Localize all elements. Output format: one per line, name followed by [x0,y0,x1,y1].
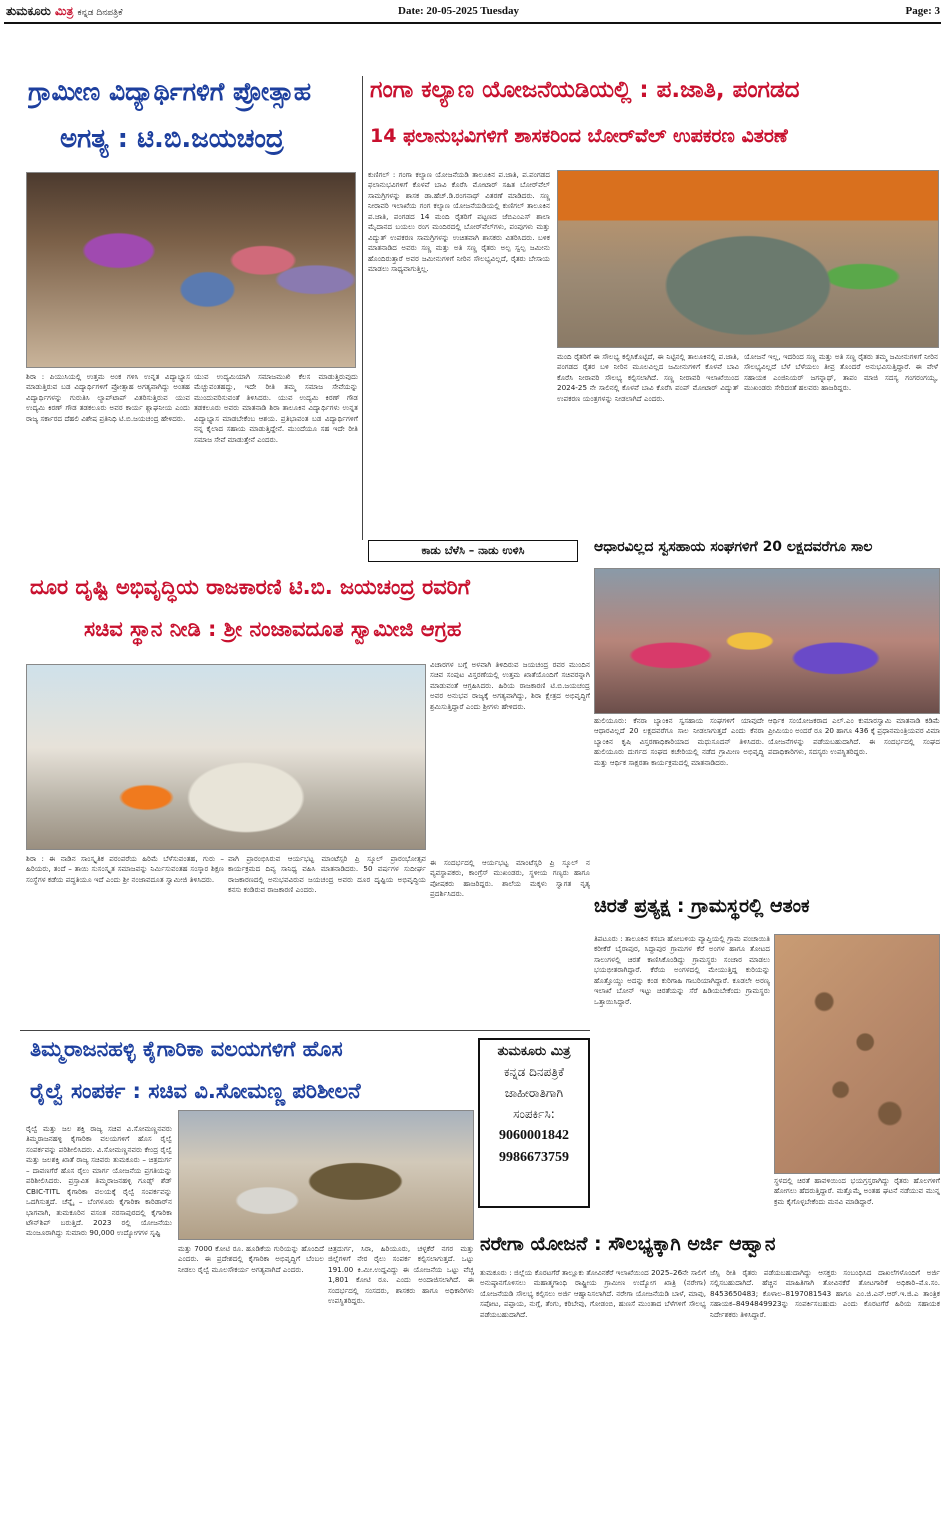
story1-caption: ಶಿರಾ : ಪಿಯುಸಿಯಲ್ಲಿ ಉತ್ತಮ ಅಂಕ ಗಳಿಸಿ ಉನ್ನತ ವಿದ್ಯಾಭ್ಯಾಸ ಮಾಡುತ್ತಿರುವ ಬಡ ವಿದ್ಯಾರ್ಥಿಗಳಿಗೆ ಪ್ರೋತ್ಸಾಹ ಅಗತ್ಯವಾಗಿದ್ದು ಅಂತಹ ವಿದ್ಯಾರ್ಥಿಗಳನ್ನು ಗುರುತಿಸಿ ಲ್ಯಾಪ್‌ಟಾಪ್ ವಿತರಿಸುತ್ತಿರುವ ಯುವ ಉದ್ಯಮಿ ಕಿರಣ್ ಗೌಡ ತಡಕಲೂರು ಅವರ ಕಾರ್ಯ ಶ್ಲಾಘನೀಯ ಎಂದು ರಾಜ್ಯ ಸರ್ಕಾರದ ದೆಹಲಿ ವಿಶೇಷ ಪ್ರತಿನಿಧಿ ಟಿ.ಬಿ.ಜಯಚಂದ್ರ ಹೇಳಿದರು. [26,372,190,423]
masthead-name-part1: ತುಮಕೂರು [6,4,51,18]
story7-headline: ನರೇಗಾ ಯೋಜನೆ : ಸೌಲಭ್ಯಕ್ಕಾಗಿ ಅರ್ಜಿ ಆಹ್ವಾನ [480,1234,776,1255]
story2-photo [557,170,939,348]
page-number: Page: 3 [905,5,940,17]
story2-col1: ಕುಣಿಗಲ್ : ಗಂಗಾ ಕಲ್ಯಾಣ ಯೋಜನೆಯಡಿ ತಾಲೂಕಿನ ಪ.ಜಾತಿ, ಪ.ಪಂಗಡದ ಫಲಾನುಭವಿಗಳಿಗೆ ಕೊಳವೆ ಬಾವಿ ಕೊರೆಸಿ ಮೋಟಾರ್ ಸಹಿತ ಬೋರ್‌ವೆಲ್ ಸಾಮಗ್ರಿಗಳನ್ನು ಶಾಸಕ ಡಾ.ಹೆಚ್.ಡಿ.ರಂಗನಾಥ್ ವಿತರಣೆ ಮಾಡಿದರು. ಸಣ್ಣ ನೀರಾವರಿ ಇಲಾಖೆಯ ಗಂಗ ಕಲ್ಯಾಣ ಯೋಜನೆಯಡಿಯಲ್ಲಿ ಕುಣಿಗಲ್ ತಾಲೂಕಿನ ಪ.ಜಾತಿ, ಪಂಗಡದ 14 ಮಂದಿ ರೈತರಿಗೆ ಪಟ್ಟಣದ ಜೆಬಿಎಂಎಸ್ ಶಾಲಾ ಮೈದಾನದ ಬಯಲು ರಂಗ ಮಂದಿರದಲ್ಲಿ ಬೋರ್‌ವೆಲ್‌ಗಳು, ಪಂಪುಗಳು ಮತ್ತು ವಿದ್ಯುತ್ ಉಪಕರಣ ಸಾಮಗ್ರಿಗಳನ್ನು ಉಚಿತವಾಗಿ ಶಾಸಕರು ವಿತರಿಸಿದರು. ಬಳಿಕ ಮಾತನಾಡಿದ ಅವರು ಸಣ್ಣ ಮತ್ತು ಅತಿ ಸಣ್ಣ ರೈತರು ಅಲ್ಪ ಸ್ವಲ್ಪ ಜಮೀನು ಹೊಂದಿರುತ್ತಾರೆ ಅವರ ಜಮೀನುಗಳಿಗೆ ನೀರಿನ ಸೌಲಭ್ಯವಿಲ್ಲದೆ, ರೈತರು ಬೇಸಾಯ ಮಾಡಲು ಸಾಧ್ಯವಾಗುತ್ತಿಲ್ಲ. [368,170,550,273]
story3-headline-line2: ಸಚಿವ ಸ್ಥಾನ ನೀಡಿ : ಶ್ರೀ ನಂಜಾವದೂತ ಸ್ವಾಮೀಜಿ ಆಗ್ರಹ [84,618,462,641]
story2-col3: ಯೋಜನೆ ಇಲ್ಲ, ಇದರಿಂದ ಸಣ್ಣ ಮತ್ತು ಅತಿ ಸಣ್ಣ ರೈತರು ತಮ್ಮ ಜಮೀನುಗಳಿಗೆ ನೀರಿನ ಸೌಲಭ್ಯವಿಲ್ಲದೆ ಬೆಳೆ ಬೆಳೆಯಲು ತೀವ್ರ ತೊಂದರೆ ಅನುಭವಿಸುತ್ತಿದ್ದಾರೆ. ಈ ವೇಳೆ ಸಹಾಯಕ ಎಂಜಿನಿಯರ್ ಜಗನ್ನಾಥ್, ತಾಪಂ ಮಾಜಿ ಸದಸ್ಯ ಗಂಗರಂಗಯ್ಯ, ಮುಖಂಡರು ಸೇರಿದಂತೆ ಹಲವರು ಹಾಜರಿದ್ದರು. [744,352,938,393]
story4-photo [594,568,940,714]
story1-headline-line1: ಗ್ರಾಮೀಣ ವಿದ್ಯಾರ್ಥಿಗಳಿಗೆ ಪ್ರೋತ್ಸಾಹ [28,78,312,106]
story3-caption: ಶಿರಾ : ಈ ನಾಡಿನ ಸಾಂಸ್ಕೃತಿಕ ಪರಂಪರೆಯ ಹಿರಿಮೆ ಬೆಳೆಸುವಂತಹ, ಗುರು – ಹಿರಿಯರು, ತಂದೆ – ತಾಯಿ ಸುಸಂಸ್ಕೃತ ಸಮಾಜವನ್ನು ನಿರ್ಮಿಸುವಂತಹ ಸಂಸ್ಕಾರ ಶಿಕ್ಷಣ ಸಂಸ್ಥೆಗಳ ಕಡೆಯ ಪದ್ಧತಿಯೂ ಇದೆ ಎಂದು ಶ್ರೀ ನಂಜಾವದೂತ ಸ್ವಾಮೀಜಿ ತಿಳಿಸಿದರು. [26,854,224,884]
story1-col2: ಯುವ ಉದ್ಯಮಿಯಾಗಿ ಸಮಾಜಮುಖಿ ಕೆಲಸ ಮಾಡುತ್ತಿರುವುದು ಮೆಚ್ಚುವಂತಹದ್ದು, ಇದೇ ರೀತಿ ತಮ್ಮ ಸಮಾಜ ಸೇವೆಯನ್ನು ಮುಂದುವರಿಸುವಂತೆ ತಿಳಿಸಿದರು. ಯುವ ಉದ್ಯಮಿ ಕಿರಣ್ ಗೌಡ ತಡಕಲೂರು ಅವರು ಮಾತನಾಡಿ ಶಿರಾ ತಾಲೂಕಿನ ವಿದ್ಯಾರ್ಥಿಗಳು ಉನ್ನತ ವಿದ್ಯಾಭ್ಯಾಸ ಮಾಡಬೇಕೆಂಬ ಆಶಯ. ಪ್ರತಿಭಾವಂತ ಬಡ ವಿದ್ಯಾರ್ಥಿಗಳಿಗೆ ನನ್ನ ಕೈಲಾದ ಸಹಾಯ ಮಾಡುತ್ತಿದ್ದೇನೆ. ಮುಂದೆಯೂ ಸಹ ಇದೇ ರೀತಿ ಸಮಾಜ ಸೇವೆ ಮಾಡುತ್ತೇನೆ ಎಂದರು. [194,372,358,444]
story3-col-right2: ಈ ಸಂದರ್ಭದಲ್ಲಿ ಆರ್ಯಭಟ್ಟ ಮಾಂಟೆಸ್ಸರಿ ಪ್ರಿ ಸ್ಕೂಲ್ ನ ವ್ಯವಸ್ಥಾಪಕರು, ಕಾಂಗ್ರೆಸ್ ಮುಖಂಡರು, ಸ್ಥಳೀಯ ಗಣ್ಯರು ಹಾಗೂ ಪೋಷಕರು ಹಾಜರಿದ್ದರು. ಶಾಲೆಯ ಮಕ್ಕಳು ಸ್ವಾಗತ ನೃತ್ಯ ಪ್ರದರ್ಶಿಸಿದರು. [430,858,590,899]
column-divider [362,76,363,540]
story5-col3: ಚಿತ್ರದುರ್ಗ, ಸಿರಾ, ಹಿರಿಯೂರು, ಚಳ್ಳಕೆರೆ ನಗರ ಮತ್ತು ಜಿಲ್ಲೆಗಳಿಗೆ ನೇರ ರೈಲು ಸಂಪರ್ಕ ಕಲ್ಪಿಸಲಾಗುತ್ತದೆ. ಒಟ್ಟು 191.00 ಕಿ.ಮೀ.ಉದ್ದವಿದ್ದು ಈ ಯೋಜನೆಯ ಒಟ್ಟು ವೆಚ್ಚ 1,801 ಕೋಟಿ ರೂ. ಎಂದು ಅಂದಾಜಿಸಲಾಗಿದೆ. ಈ ಸಂದರ್ಭದಲ್ಲಿ ಸಂಸದರು, ಶಾಸಕರು ಹಾಗೂ ಅಧಿಕಾರಿಗಳು ಉಪಸ್ಥಿತರಿದ್ದರು. [328,1244,474,1306]
advert-phone1: 9060001842 [499,1128,569,1143]
slogan-box: ಕಾಡು ಬೆಳೆಸಿ – ನಾಡು ಉಳಿಸಿ [368,540,578,562]
masthead [6,4,406,22]
advert-line3: ಸಂಪರ್ಕಿಸಿ: [513,1107,555,1121]
story1-headline-line2: ಅಗತ್ಯ : ಟಿ.ಬಿ.ಜಯಚಂದ್ರ [60,125,284,154]
story6-col1: ತಿಪಟೂರು : ತಾಲೂಕಿನ ಕಸಬಾ ಹೋಬಳಿಯ ವ್ಯಾಪ್ತಿಯಲ್ಲಿ ಗ್ರಾಮ ಪಂಚಾಯಿತಿ ಕರೀಕೆರೆ ಬೈರಾಪುರ, ಸಿದ್ದಾಪುರ ಗ್ರಾಮಗಳ ಕೆರೆ ಅಂಗಳ ಹಾಗೂ ತೋಟದ ಸಾಲುಗಳಲ್ಲಿ ಚಿರತೆ ಕಾಣಿಸಿಕೊಂಡಿದ್ದು ಗ್ರಾಮಸ್ಥರು ಸಂಚಾರ ಮಾಡಲು ಭಯಭೀತರಾಗಿದ್ದಾರೆ. ಕೆರೆಯ ಅಂಗಳದಲ್ಲಿ ಮೇಯುತ್ತಿದ್ದ ಕುರಿಯನ್ನು ಹೊತ್ತೊಯ್ದು ಅದನ್ನು ಕಂಡ ಕುರಿಗಾಹಿ ಗಾಬರಿಯಾಗಿದ್ದಾರೆ. ಕೂಡಲೇ ಅರಣ್ಯ ಇಲಾಖೆ ಬೋನ್ ಇಟ್ಟು ಚಿರತೆಯನ್ನು ಸೆರೆ ಹಿಡಿಯಬೇಕೆಂದು ಗ್ರಾಮಸ್ಥರು ಒತ್ತಾಯಿಸಿದ್ದಾರೆ. [594,934,770,1006]
masthead-name-part2: ಮಿತ್ರ [55,4,74,18]
story3-col-mid: ವಾಗಿ ಪ್ರಾರಂಭಿಸಿರುವ ಆರ್ಯಭಟ್ಟ ಮಾಂಟೆಸ್ಸರಿ ಪ್ರಿ ಸ್ಕೂಲ್ ಪ್ರಾರಂಭೋತ್ಸವ ಕಾರ್ಯಕ್ರಮದ ದಿವ್ಯ ಸಾನಿಧ್ಯ ವಹಿಸಿ ಮಾತನಾಡಿದರು. 50 ವರ್ಷಗಳ ಸುದೀರ್ಘ ರಾಜಕಾರಣದಲ್ಲಿ ಅನುಭವವಿರುವ ಜಯಚಂದ್ರ ಅವರು ದೂರ ದೃಷ್ಟಿಯ ಅಭಿವೃದ್ಧಿಯ ಕನಸು ಕಂಡಿರುವ ರಾಜಕಾರಣಿ ಎಂದರು. [228,854,426,895]
story4-headline: ಆಧಾರವಿಲ್ಲದ ಸ್ವಸಹಾಯ ಸಂಘಗಳಿಗೆ 20 ಲಕ್ಷದವರೆಗೂ ಸಾಲ [594,540,873,555]
advert-phone2: 9986673759 [499,1150,569,1165]
story1-photo [26,172,356,368]
story6-photo [774,934,940,1174]
advert-line1: ಕನ್ನಡ ದಿನಪತ್ರಿಕೆ [503,1065,564,1079]
story3-col-right: ವಿಚಾರಗಳ ಬಗ್ಗೆ ಅಳವಾಗಿ ತಿಳಿದಿರುವ ಜಯಚಂದ್ರ ರವರ ಮುಂದಿನ ಸಚಿವ ಸಂಪುಟ ವಿಸ್ತರಣೆಯಲ್ಲಿ ಉತ್ತಮ ಖಾತೆಯೊಂದಿಗೆ ಸಚಿವರನ್ನಾಗಿ ಮಾಡುವಂತೆ ಆಗ್ರಹಿಸಿದರು. ಹಿರಿಯ ರಾಜಕಾರಣಿ ಟಿ.ಬಿ.ಜಯಚಂದ್ರ ಅವರ ಅನುಭವ ರಾಜ್ಯಕ್ಕೆ ಅಗತ್ಯವಾಗಿದ್ದು, ಶಿರಾ ಕ್ಷೇತ್ರದ ಅಭಿವೃದ್ಧಿಗೆ ಶ್ರಮಿಸುತ್ತಿದ್ದಾರೆ ಎಂದು ಶ್ರೀಗಳು ಹೇಳಿದರು. [430,660,590,711]
story6-headline: ಚಿರತೆ ಪ್ರತ್ಯಕ್ಷ : ಗ್ರಾಮಸ್ಥರಲ್ಲಿ ಆತಂಕ [594,896,810,917]
story4-col2: ಆರ್ಥಿಕ ಸಂಯೋಜಕರಾದ ಎಲ್.ಎಂ ಕುಮಾರಸ್ವಾಮಿ ಮಾತನಾಡಿ ಕಡಿಮೆ ಪ್ರೀಮಿಯಂ ಅಂದರೆ ರೂ 20 ಹಾಗೂ 436 ಕ್ಕೆ ಪ್ರಧಾನಮಂತ್ರಿಯವರ ವಿಮಾ ಯೋಜನೆಗಳನ್ನು ಪಡೆಯಬಹುದಾಗಿದೆ. ಈ ಸಂದರ್ಭದಲ್ಲಿ ಸಂಘದ ಪದಾಧಿಕಾರಿಗಳು, ಸದಸ್ಯರು ಉಪಸ್ಥಿತರಿದ್ದರು. [768,716,940,757]
story5-headline-line2: ರೈಲ್ವೆ ಸಂಪರ್ಕ : ಸಚಿವ ವಿ.ಸೋಮಣ್ಣ ಪರಿಶೀಲನೆ [30,1080,361,1103]
masthead-tagline: ಕನ್ನಡ ದಿನಪತ್ರಿಕೆ [77,8,123,18]
story3-photo [26,664,426,850]
story5-col2: ಮತ್ತು 7000 ಕೋಟಿ ರೂ. ಹೂಡಿಕೆಯ ಗುರಿಯನ್ನು ಹೊಂದಿದೆ ಎಂದರು. ಈ ಪ್ರದೇಶದಲ್ಲಿ ಕೈಗಾರಿಕಾ ಅಭಿವೃದ್ಧಿಗೆ ಬೆಂಬಲ ನೀಡಲು ರೈಲ್ವೆ ಮೂಲಸೌಕರ್ಯ ಅಗತ್ಯವಾಗಿದೆ ಎಂದರು. [178,1244,324,1274]
story7-col2: ಜೆಸ್ಸಿ ರೀತಿ ರೈತರು ಪಡೆಯಬಹುದಾಗಿದ್ದು ಆಸಕ್ತರು ಸಂಬಂಧಿಸಿದ ದಾಖಲೆಗಳೊಂದಿಗೆ ಅರ್ಜಿ ಸಲ್ಲಿಸಬಹುದಾಗಿದೆ. ಹೆಚ್ಚಿನ ಮಾಹಿತಿಗಾಗಿ ತೋವಿನಕೆರೆ ತೋಟಗಾರಿಕೆ ಅಧಿಕಾರಿ–ಮೊ.ಸಂ. 8453650483; ಕೊಳಾಲ–8197081543 ಹಾಗೂ ಎಂ.ಜಿ.ಎನ್.ಆರ್.ಇ.ಜಿ.ಎ ತಾಂತ್ರಿಕ ಸಹಾಯಕ–8494849923ನ್ನು ಸಂಪರ್ಕಿಸಬಹುದು ಎಂದು ಕೊರಟಗೆರೆ ಹಿರಿಯ ಸಹಾಯಕ ನಿರ್ದೇಶಕರು ತಿಳಿಸಿದ್ದಾರೆ. [710,1268,940,1319]
advert-title: ತುಮಕೂರು ಮಿತ್ರ [497,1044,571,1059]
story3-headline-line1: ದೂರ ದೃಷ್ಟಿ ಅಭಿವೃದ್ಧಿಯ ರಾಜಕಾರಣಿ ಟಿ.ಬಿ. ಜಯಚಂದ್ರ ರವರಿಗೆ [30,576,470,599]
story2-col2: ಮಂದಿ ರೈತರಿಗೆ ಈ ಸೌಲಭ್ಯ ಕಲ್ಪಿಸಿಕೊಟ್ಟಿದೆ, ಈ ನಿಟ್ಟಿನಲ್ಲಿ ತಾಲೂಕಿನಲ್ಲಿ ಪ.ಜಾತಿ, ಪಂಗಡದ ರೈತರ ಬಳಿ ನೀರಿನ ಮೂಲವಿಲ್ಲದ ಜಮೀನುಗಳಿಗೆ ಕೊಳವೆ ಬಾವಿ ಕೊರೆಸಿ ನೀರಾವರಿ ಸೌಲಭ್ಯ ಕಲ್ಪಿಸಲಾಗಿದೆ. ಸಣ್ಣ ನೀರಾವರಿ ಇಲಾಖೆಯಿಂದ 2024-25 ನೇ ಸಾಲಿನಲ್ಲಿ ಕೊಳವೆ ಬಾವಿ ಕೊರೆಸಿ ಪಂಪ್ ಮೋಟಾರ್ ವಿದ್ಯುತ್ ಉಪಕರಣ ಯಂತ್ರಗಳನ್ನು ನೀಡಲಾಗಿದೆ ಎಂದರು. [557,352,739,403]
advert-box [478,1038,590,1208]
story5-col1: ರೈಲ್ವೆ ಮತ್ತು ಜಲ ಶಕ್ತಿ ರಾಜ್ಯ ಸಚಿವ ವಿ.ಸೋಮಣ್ಣನವರು ತಿಮ್ಮರಾಜನಹಳ್ಳಿ ಕೈಗಾರಿಕಾ ವಲಯಗಳಿಗೆ ಹೊಸ ರೈಲ್ವೆ ಸಂಪರ್ಕವನ್ನು ಪರಿಶೀಲಿಸಿದರು. ವಿ.ಸೋಮಣ್ಣನವರು ಕೇಂದ್ರ ರೈಲ್ವೆ ಮತ್ತು ಜಲಶಕ್ತಿ ಖಾತೆ ರಾಜ್ಯ ಸಚಿವರು ತುಮಕೂರು – ಚಿತ್ರದುರ್ಗ – ದಾವಣಗೆರೆ ಹೊಸ ರೈಲು ಮಾರ್ಗ ಯೋಜನೆಯ ಪ್ರಗತಿಯನ್ನು ಪರಿಶೀಲಿಸಿದರು. ಪ್ರಸ್ತಾವಿತ ತಿಮ್ಮರಾಜನಹಳ್ಳಿ ಗೂಡ್ಸ್ ಶೆಡ್ CBIC-TITL ಕೈಗಾರಿಕಾ ವಲಯಕ್ಕೆ ರೈಲ್ವೆ ಸಂಪರ್ಕವನ್ನು ಒದಗಿಸುತ್ತದೆ. ಚೆನ್ನೈ – ಬೆಂಗಳೂರು ಕೈಗಾರಿಕಾ ಕಾರಿಡಾರ್‌ನ ಭಾಗವಾಗಿ, ತುಮಕೂರಿನ ವಸಂತ ನರಸಾಪುರದಲ್ಲಿ ಕೈಗಾರಿಕಾ ಟೌನ್‌ಶಿಪ್ ಬರುತ್ತಿದೆ. 2023 ರಲ್ಲಿ ಯೋಜನೆಯು ಮಂಜೂರಾಗಿದ್ದು ಸುಮಾರು 90,000 ಉದ್ಯೋಗಗಳ ಸೃಷ್ಟಿ [26,1124,172,1238]
header-rule [4,22,941,24]
story5-photo [178,1110,474,1240]
story5-headline-line1: ತಿಮ್ಮರಾಜನಹಳ್ಳಿ ಕೈಗಾರಿಕಾ ವಲಯಗಳಿಗೆ ಹೊಸ [30,1038,343,1061]
date-line: Date: 20-05-2025 Tuesday [398,5,520,17]
advert-line2: ಜಾಹೀರಾತಿಗಾಗಿ [504,1086,564,1100]
story7-col1: ತುಮಕೂರು : ಜಿಲ್ಲೆಯ ಕೊರಟಗೆರೆ ತಾಲ್ಲೂಕು ತೋವಿನಕೆರೆ ಇಲಾಖೆಯಿಂದ 2025–26ನೇ ಸಾಲಿಗೆ ಅನುಷ್ಠಾನಗೊಳಿಸಲು ಮಹಾತ್ಮಗಾಂಧಿ ರಾಷ್ಟ್ರೀಯ ಗ್ರಾಮೀಣ ಉದ್ಯೋಗ ಖಾತ್ರಿ (ನರೇಗಾ) ಯೋಜನೆಯಡಿ ಸೌಲಭ್ಯ ಕಲ್ಪಿಸಲು ಅರ್ಜಿ ಆಹ್ವಾನಿಸಲಾಗಿದೆ. ನರೇಗಾ ಯೋಜನೆಯಡಿ ಬಾಳೆ, ಮಾವು, ಸಪೋಟ, ಪಪ್ಪಾಯ, ನುಗ್ಗೆ, ತೆಂಗು, ಕರಿಬೇವು, ಗೋಡಂಬಿ, ಹುಣಸೆ ಮುಂತಾದ ಬೆಳೆಗಳಿಗೆ ಸೌಲಭ್ಯ ಪಡೆಯಬಹುದಾಗಿದೆ. [480,1268,706,1319]
story6-caption: ಸ್ಥಳದಲ್ಲಿ ಚಿರತೆ ಹಾವಳಿಯಿಂದ ಭಯಗ್ರಸ್ತರಾಗಿದ್ದು ರೈತರು ಹೊಲಗಳಿಗೆ ಹೋಗಲು ಹೆದರುತ್ತಿದ್ದಾರೆ. ಮತ್ತೊಮ್ಮೆ ಅಂತಹ ಘಟನೆ ನಡೆಯುವ ಮುನ್ನ ಕ್ರಮ ಕೈಗೊಳ್ಳಬೇಕೆಂದು ಮನವಿ ಮಾಡಿದ್ದಾರೆ. [774,1176,940,1206]
story4-col1: ಹುಲಿಯೂರು: ಕೆನರಾ ಬ್ಯಾಂಕಿನ ಸ್ವಸಹಾಯ ಸಂಘಗಳಿಗೆ ಯಾವುದೇ ಆಧಾರವಿಲ್ಲದೆ 20 ಲಕ್ಷದವರೆಗೂ ಸಾಲ ನೀಡಲಾಗುತ್ತದೆ ಎಂದು ಕೆನರಾ ಬ್ಯಾಂಕಿನ ಕೃಷಿ ವಿಸ್ತರಣಾಧಿಕಾರಿಯಾದ ಮಧುಸೂದನ್ ತಿಳಿಸಿದರು. ಹುಲಿಯೂರು ದುರ್ಗದ ಸಂಘದ ಕಚೇರಿಯಲ್ಲಿ ನಡೆದ ಗ್ರಾಮೀಣ ಅಭಿವೃದ್ಧಿ ಮತ್ತು ಆರ್ಥಿಕ ಸಾಕ್ಷರತಾ ಕಾರ್ಯಕ್ರಮದಲ್ಲಿ ಮಾತನಾಡಿದರು. [594,716,764,767]
story2-headline-line2: 14 ಫಲಾನುಭವಿಗಳಿಗೆ ಶಾಸಕರಿಂದ ಬೋರ್‌ವೆಲ್ ಉಪಕರಣ ವಿತರಣೆ [370,126,788,147]
story2-headline-line1: ಗಂಗಾ ಕಲ್ಯಾಣ ಯೋಜನೆಯಡಿಯಲ್ಲಿ : ಪ.ಜಾತಿ, ಪಂಗಡದ [370,78,800,103]
section-divider [20,1030,590,1031]
